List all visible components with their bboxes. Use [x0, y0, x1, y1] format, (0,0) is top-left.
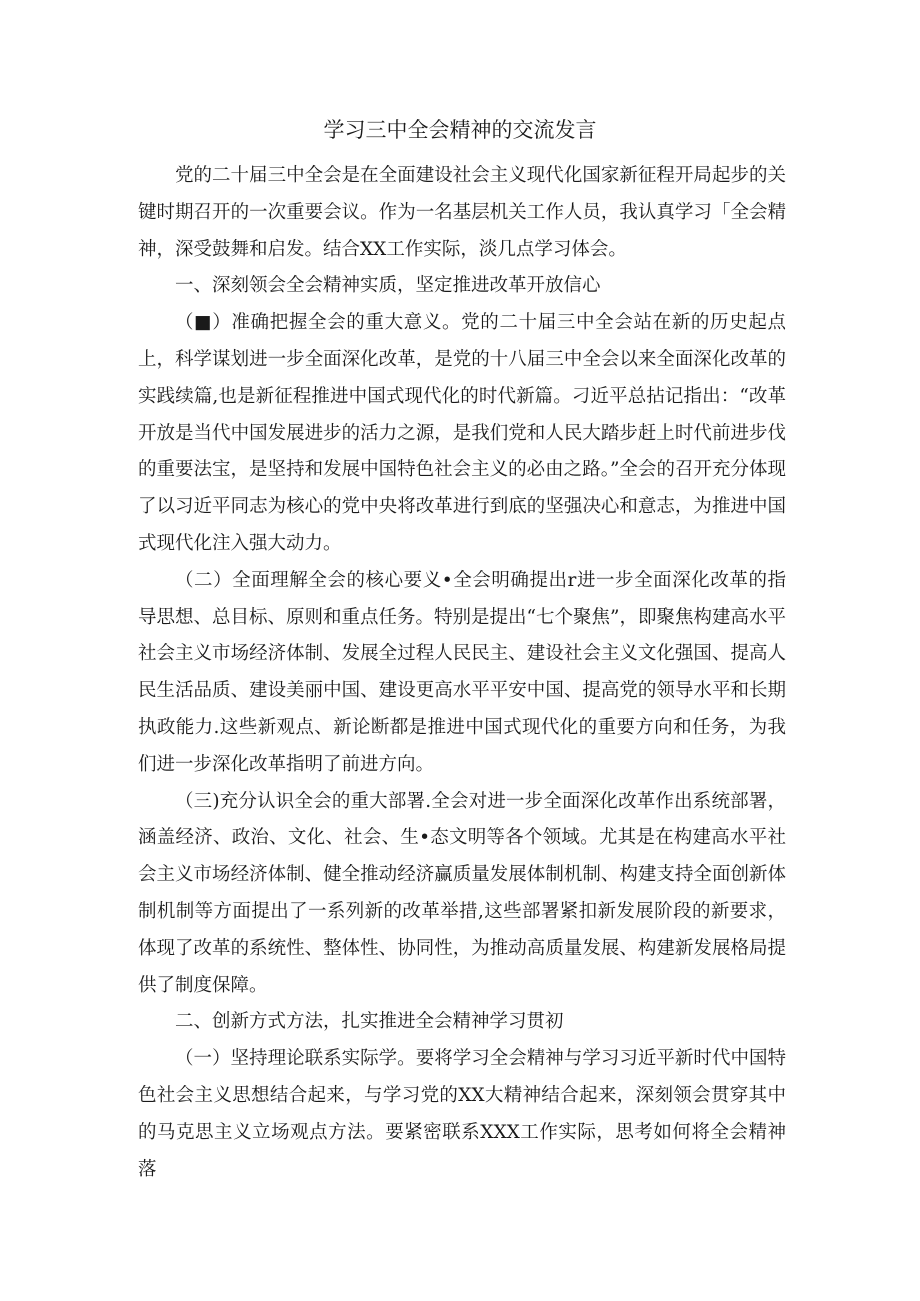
- section-heading-2: 二、创新方式方法，扎实推进全会精神学习贯初: [175, 1011, 564, 1033]
- intro-paragraph: 党的二十届三中全会是在全面建设社会主义现代化国家新征程开局起步的关键时期召开的一次重要会议。作为一名基层机关工作人员，我认真学习「全会精神，深受鼓舞和启发。结合XX工作实际，淡几点学习体会。: [138, 165, 786, 260]
- paragraph-1-3: （三)充分认识全会的重大部署.全会对进一步全面深化改革作出系统部署，涵盖经济、政治、文化、社会、生•态文明等各个领域。尤其是在构建高水平社会主义市场经济体制、健全推动经济赢质量发展体制机制、构建支持全面创新体制机制等方面提出了一系列新的改革举措,这些部署紧扣新发展阶段的新要求，体现了改革的系统性、整体性、协同性，为推动高质量发展、构建新发展格局提供了制度保障。: [138, 790, 786, 996]
- paragraph-2-1: （一）坚持理论联系实际学。要将学习全会精神与学习习近平新时代中国特色社会主义思想结合起来，与学习党的XX大精神结合起来，深刻领会贯穿其中的马克思主义立场观点方法。要紧密联系XXX工作实际，思考如何将全会精神落: [138, 1048, 786, 1180]
- document-body: [138, 158, 786, 1188]
- document-title: 学习三中全会精神的交流发言: [323, 118, 597, 142]
- paragraph-1-1: （■）准确把握全会的重大意义。党的二十届三中全会站在新的历史起点上，科学谋划进一步全面深化改革，是党的十八届三中全会以来全面深化改革的实践续篇,也是新征程推进中国式现代化的时代新篇。刁近平总拈记指出：“改革开放是当代中国发展进步的活力之源，是我们党和人民大踏步赶上时代前进步伐的重要法宝，是坚持和发展中国特色社会主义的必由之路。”全会的召开充分体现了以习近平同志为核心的党中央将改革进行到底的坚强决心和意志，为推进中国式现代化注入强大动力。: [138, 312, 786, 554]
- section-heading-1: 一、深刻领会全会精神实质，坚定推进改革开放信心: [175, 275, 601, 297]
- paragraph-1-2: （二）全面理解全会的核心要义•全会明确提出r进一步全面深化改革的指导思想、总目标、原则和重点任务。特别是提出“七个聚焦”，即聚焦构建高水平社会主义市场经济体制、发展全过程人民民主、建设社会主义文化强国、提高人民生活品质、建设美丽中国、建设更高水平平安中国、提高党的领导水平和长期执政能力.这些新观点、新论断都是推进中国式现代化的重要方向和任务，为我们进一步深化改革指明了前进方向。: [138, 569, 786, 775]
